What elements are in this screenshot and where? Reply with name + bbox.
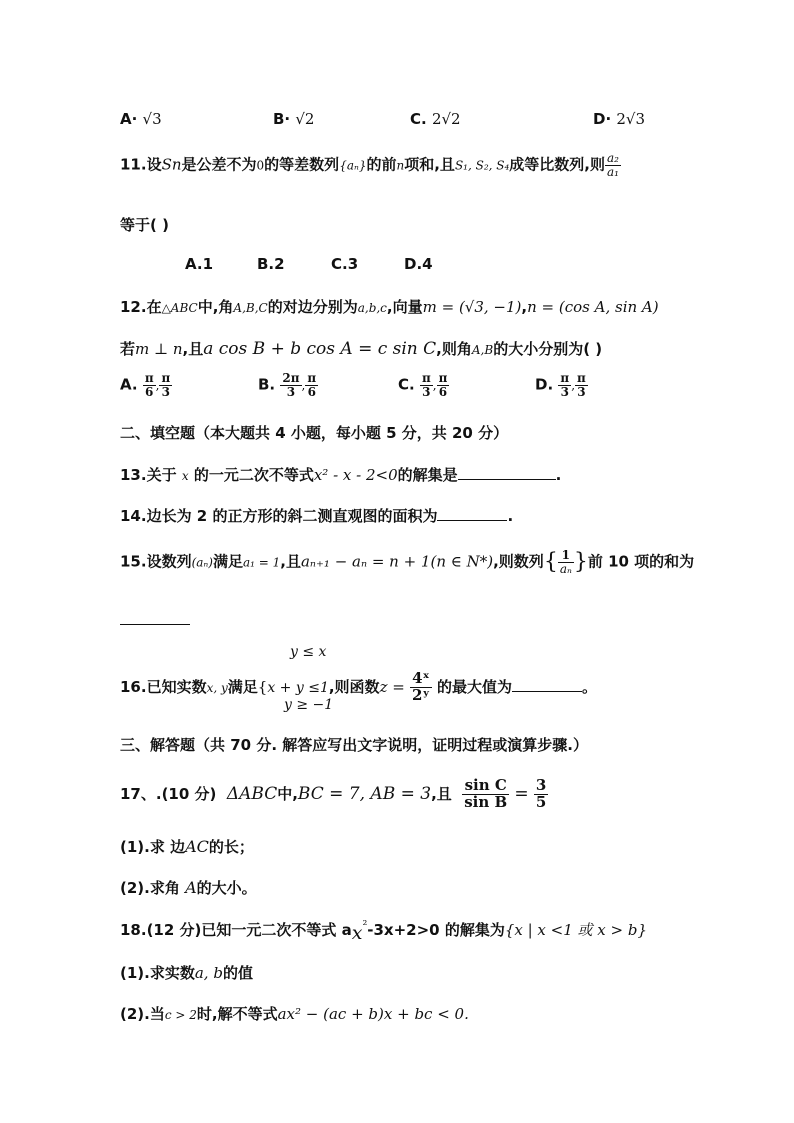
- q16-constraint-2: x + y ≤1: [267, 679, 329, 696]
- q12-c-d1: 3: [422, 384, 431, 399]
- q12-b-n2: π: [307, 371, 317, 385]
- q17-p1-text-a: (1).求 边: [120, 838, 186, 856]
- question-16: [120, 671, 597, 704]
- q14-period: .: [507, 507, 514, 525]
- q12-c-frac-1: [420, 372, 433, 398]
- q18-text-1: 18.(12 分)已知一元二次不等式 a: [120, 921, 352, 939]
- q18-part-2: [120, 1003, 469, 1024]
- q10-option-a-label: A·: [120, 110, 138, 128]
- q12-l2-text-e: ,则角: [436, 340, 472, 358]
- q16-text-1: 16.已知实数: [120, 677, 207, 696]
- q12-text-5: 的对边分别为: [267, 298, 358, 316]
- q16-frac-numerator: 4ˣ: [410, 671, 432, 688]
- q12-c-n2: π: [438, 371, 448, 385]
- q17-text-3: 中,: [277, 784, 298, 803]
- q16-xy: x, y: [206, 680, 228, 695]
- q10-option-d: [593, 110, 645, 128]
- q18-ab: a, b: [194, 964, 223, 982]
- q16-constraint-1: y ≤ x: [290, 644, 327, 660]
- q16-text-4: ,则函数: [328, 677, 380, 696]
- q12-angles: A,B,C: [233, 301, 268, 315]
- q14-answer-blank: [437, 518, 507, 521]
- q16-brace: {: [257, 677, 268, 696]
- q18-p2-text-a: (2).当: [120, 1005, 165, 1023]
- q10-option-a-value: √3: [142, 110, 162, 128]
- q10-option-b-value: √2: [295, 110, 315, 128]
- q12-a-frac-1: [143, 372, 156, 398]
- q15-text-3: 满足: [212, 552, 243, 571]
- question-15: [120, 549, 694, 575]
- q17-angle-a: A: [185, 878, 197, 897]
- q18-solution-set: {x | x <1 或 x > b}: [504, 921, 648, 939]
- q15-seq: (aₙ): [191, 555, 213, 570]
- q12-a-d2: 3: [161, 384, 171, 399]
- q18-p2-text-c: 时,解不等式: [196, 1005, 278, 1023]
- q17-p2-text-a: (2).求角: [120, 879, 180, 897]
- q12-l2-text-a: 若: [120, 340, 136, 358]
- q18-condition: c > 2: [164, 1008, 197, 1022]
- q12-l2-text-c: ,且: [182, 340, 204, 358]
- q12-a-d1: 6: [145, 384, 154, 399]
- q10-option-b: [273, 110, 314, 128]
- q12-b-n1: 2π: [282, 371, 300, 385]
- q17-text-5: ,且: [431, 784, 452, 803]
- q16-fraction: [410, 671, 432, 704]
- q12-option-c: C. $\frac{\pi}{3}$ , $\frac{\pi}{6}$: [398, 371, 448, 399]
- q12-d-frac-2: [575, 372, 588, 398]
- q11-text-5: 的等差数列: [264, 155, 340, 174]
- q11-option-b: B.2: [257, 255, 285, 273]
- q12-d-d1: 3: [560, 384, 569, 399]
- q12-c-frac-2: [437, 372, 450, 398]
- q11-sn: Sn: [161, 155, 182, 174]
- q11-fraction: [605, 152, 621, 178]
- q13-answer-blank: [458, 477, 556, 480]
- q12-line-2: [120, 338, 602, 359]
- question-17: [120, 778, 548, 811]
- q12-perp: m ⊥ n: [135, 340, 183, 358]
- question-18: [120, 918, 648, 944]
- q11-frac-numerator: a₂: [607, 151, 619, 165]
- q12-c-d2: 6: [438, 384, 448, 399]
- q18-p1-text-a: (1).求实数: [120, 964, 195, 982]
- q12-triangle: △ABC: [161, 301, 198, 315]
- q12-angles-ab: A,B: [471, 343, 494, 357]
- q15-brace-left: {: [543, 549, 558, 575]
- q15-fraction: [558, 549, 574, 575]
- question-12: [120, 296, 659, 317]
- q12-text-1: 12.在: [120, 298, 162, 316]
- q12-c-label: C.: [398, 375, 415, 394]
- q13-x: x: [181, 469, 189, 483]
- q17-triangle: ΔABC: [226, 783, 278, 804]
- q16-frac-denominator: 2ʸ: [412, 685, 430, 704]
- q17-fraction-1: [462, 778, 509, 811]
- q15-text-5: ,且: [280, 552, 301, 571]
- q12-option-d: D. $\frac{\pi}{3}$ , $\frac{\pi}{3}$: [535, 371, 586, 399]
- q15-text-7: ,则数列: [493, 552, 544, 571]
- q17-part-2: [120, 877, 257, 898]
- q12-vector-n: n = (cos A, sin A): [527, 298, 659, 316]
- q12-d-d2: 3: [577, 384, 586, 399]
- q15-a1: a₁ = 1: [242, 555, 281, 570]
- q18-inequality: ax² − (ac + b)x + bc < 0.: [277, 1005, 469, 1023]
- q16-answer-blank: [512, 689, 582, 692]
- q17-sides: BC = 7, AB = 3: [297, 783, 432, 804]
- question-11: [120, 152, 621, 178]
- q11-line-2: 等于( ): [120, 216, 169, 234]
- section-2-heading: 二、填空题（本大题共 4 小题，每小题 5 分，共 20 分）: [120, 424, 509, 442]
- q17-ac: AC: [185, 837, 209, 856]
- q14-text-1: 14.边长为 2 的正方形的斜二测直观图的面积为: [120, 507, 438, 525]
- q11-n: n: [396, 158, 405, 173]
- q12-a-frac-2: [159, 372, 172, 398]
- q17-p2-text-c: 的大小。: [196, 879, 257, 897]
- q12-d-n1: π: [560, 371, 570, 385]
- q18-text-4: -3x+2>0 的解集为: [367, 921, 505, 939]
- question-14: [120, 505, 513, 526]
- q10-option-a: [120, 110, 162, 128]
- question-13: [120, 464, 561, 485]
- q12-b-label: B.: [258, 375, 276, 394]
- q10-option-c: [410, 110, 461, 128]
- q13-text-1: 13.关于: [120, 466, 177, 484]
- q17-f2-numerator: 3: [535, 776, 547, 794]
- q12-sides: a,b,c: [357, 301, 387, 315]
- q15-text-8: 前 10 项的和为: [587, 552, 695, 571]
- q11-text-11: 成等比数列,则: [509, 155, 605, 174]
- q12-l2-text-g: 的大小分别为( ): [493, 340, 603, 358]
- q11-option-d: D.4: [404, 255, 433, 273]
- q12-option-b: B. $\frac{2\pi}{3}$ , $\frac{\pi}{6}$: [258, 371, 317, 399]
- q18-part-1: [120, 962, 253, 983]
- q15-frac-denominator: aₙ: [559, 561, 572, 576]
- q17-p1-text-c: 的长；: [208, 838, 254, 856]
- q13-inequality: x² - x - 2<0: [313, 466, 398, 484]
- q15-text-1: 15.设数列: [120, 552, 192, 571]
- q13-text-5: 的解集是: [397, 466, 458, 484]
- q12-a-label: A.: [120, 375, 138, 394]
- q18-x: x: [351, 922, 363, 944]
- q11-option-a: A.1: [185, 255, 214, 273]
- q12-a-n1: π: [144, 371, 154, 385]
- q11-frac-denominator: a₁: [607, 164, 619, 179]
- q12-text-7: ,向量: [386, 298, 423, 316]
- q17-f1-denominator: sin B: [464, 792, 508, 811]
- q10-option-c-label: C.: [410, 110, 427, 128]
- q18-square: ²: [362, 918, 368, 932]
- q12-vector-m: m = (√3, −1): [422, 298, 522, 316]
- q12-equation: a cos B + b cos A = c sin C: [203, 339, 437, 359]
- section-3-heading: 三、解答题（共 70 分. 解答应写出文字说明，证明过程或演算步骤.）: [120, 736, 588, 754]
- q12-d-n2: π: [577, 371, 586, 385]
- q16-constraint-3: y ≥ −1: [284, 697, 334, 713]
- q12-a-n2: π: [161, 371, 171, 385]
- q16-text-6: 的最大值为: [437, 677, 513, 696]
- q17-f2-denominator: 5: [535, 792, 547, 811]
- q12-b-frac-1: [280, 372, 301, 398]
- q17-fraction-2: [534, 778, 548, 811]
- q13-text-3: 的一元二次不等式: [193, 466, 314, 484]
- q12-option-a: A. $\frac{\pi}{6}$ , $\frac{\pi}{3}$: [120, 371, 171, 399]
- q11-text-7: 的前: [366, 155, 397, 174]
- q17-part-1: [120, 836, 254, 857]
- q10-option-c-value: 2√2: [431, 110, 461, 128]
- q11-text-9: 项和,且: [404, 155, 455, 174]
- q10-option-b-label: B·: [273, 110, 291, 128]
- q12-b-frac-2: [305, 372, 318, 398]
- q12-c-n1: π: [421, 371, 431, 385]
- q12-text-3: 中,角: [197, 298, 234, 316]
- q11-option-c: C.3: [331, 255, 359, 273]
- q12-b-d2: 6: [307, 384, 316, 399]
- q11-text-1: 11.设: [120, 155, 162, 174]
- q17-text-1: 17、.(10 分): [120, 784, 217, 803]
- q11-text-3: 是公差不为: [181, 155, 257, 174]
- q11-s-terms: S₁, S₂, S₄: [454, 158, 510, 173]
- q18-p1-text-c: 的值: [222, 964, 253, 982]
- q12-comma: ,: [521, 298, 528, 316]
- q15-brace-right: }: [573, 549, 588, 575]
- q16-text-3: 满足: [227, 677, 258, 696]
- q13-period: .: [555, 466, 562, 484]
- q15-frac-numerator: 1: [558, 549, 574, 563]
- q11-seq: {aₙ}: [339, 158, 367, 173]
- q10-option-d-label: D·: [593, 110, 612, 128]
- q12-d-label: D.: [535, 375, 554, 394]
- q10-option-d-value: 2√3: [616, 110, 646, 128]
- q16-period: 。: [582, 677, 598, 696]
- q15-recurrence: aₙ₊₁ − aₙ = n + 1(n ∈ N*): [300, 552, 494, 571]
- q17-equals: =: [514, 783, 529, 804]
- q17-f1-numerator: sin C: [462, 778, 509, 795]
- q12-d-frac-1: [558, 372, 571, 398]
- q12-b-d1: 3: [286, 384, 296, 399]
- q11-zero: 0: [256, 158, 265, 173]
- q16-z: z =: [379, 677, 405, 696]
- q15-answer-blank: [120, 624, 190, 625]
